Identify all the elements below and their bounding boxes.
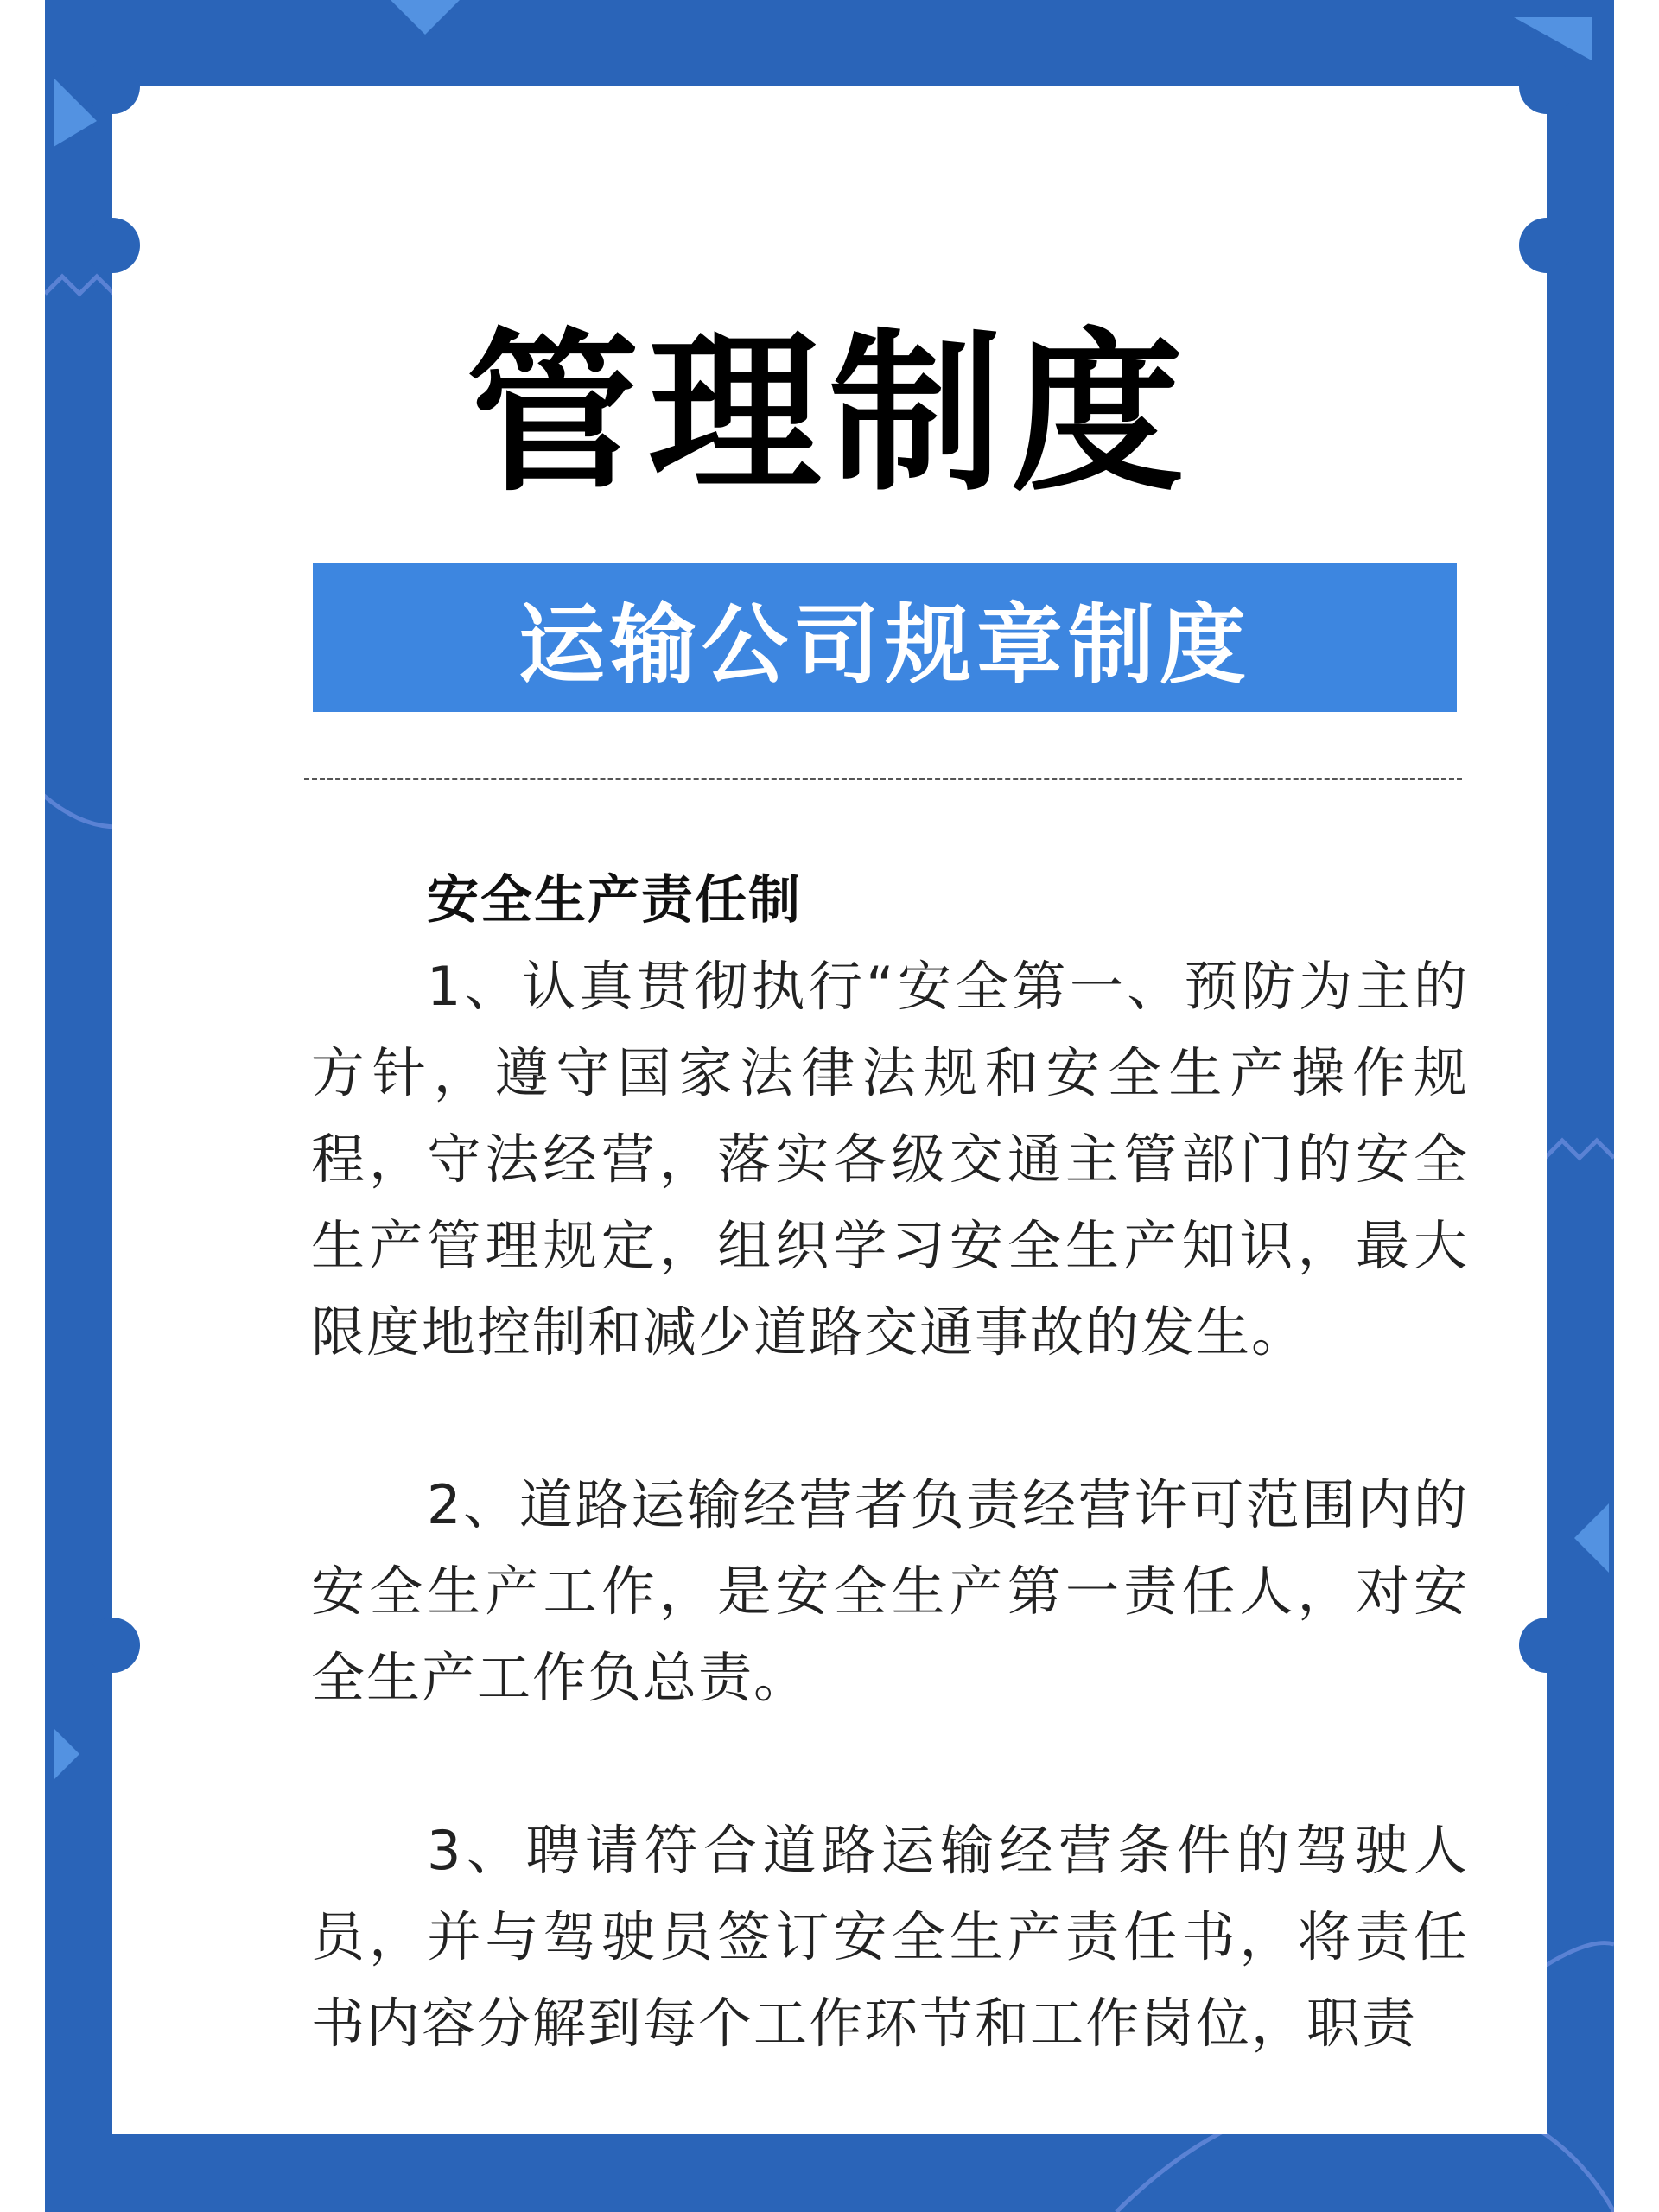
blue-border-frame — [45, 0, 1614, 2212]
triangle-deco-5 — [54, 1728, 79, 1780]
page-title: 管理制度 — [466, 314, 1192, 515]
paragraph-2: 2、道路运输经营者负责经营许可范围内的安全生产工作，是安全生产第一责任人，对安全生产工作负总责。 — [311, 1473, 1469, 1709]
white-paper-panel — [112, 86, 1547, 2134]
zigzag-deco-2 — [1545, 1141, 1614, 1158]
notch-right-lower — [1519, 1618, 1574, 1673]
notch-left-upper — [85, 218, 140, 273]
triangle-deco-4 — [1574, 1503, 1609, 1573]
paragraph-1: 1、认真贯彻执行“安全第一、预防为主的方针，遵守国家法律法规和安全生产操作规程，守法经营，落实各级交通主管部门的安全生产管理规定，组织学习安全生产知识，最大限度地控制和减少道路交通事故的发生。 — [311, 955, 1469, 1363]
subtitle-text: 运输公司规章制度 — [518, 594, 1251, 696]
dashed-divider — [304, 778, 1462, 780]
notch-top-left — [85, 59, 140, 114]
triangle-deco-3 — [1514, 17, 1592, 60]
section-heading: 安全生产责任制 — [427, 870, 802, 931]
zigzag-deco-1 — [45, 276, 114, 294]
triangle-deco-1 — [391, 0, 460, 35]
paragraph-3: 3、聘请符合道路运输经营条件的驾驶人员，并与驾驶员签订安全生产责任书，将责任书内容分解到每个工作环节和工作岗位，职责 — [311, 1819, 1469, 2055]
notch-left-lower — [85, 1618, 140, 1673]
subtitle-banner — [313, 563, 1457, 712]
content-body — [311, 857, 1469, 2067]
notch-right-upper — [1519, 218, 1574, 273]
notch-top-right — [1519, 59, 1574, 114]
